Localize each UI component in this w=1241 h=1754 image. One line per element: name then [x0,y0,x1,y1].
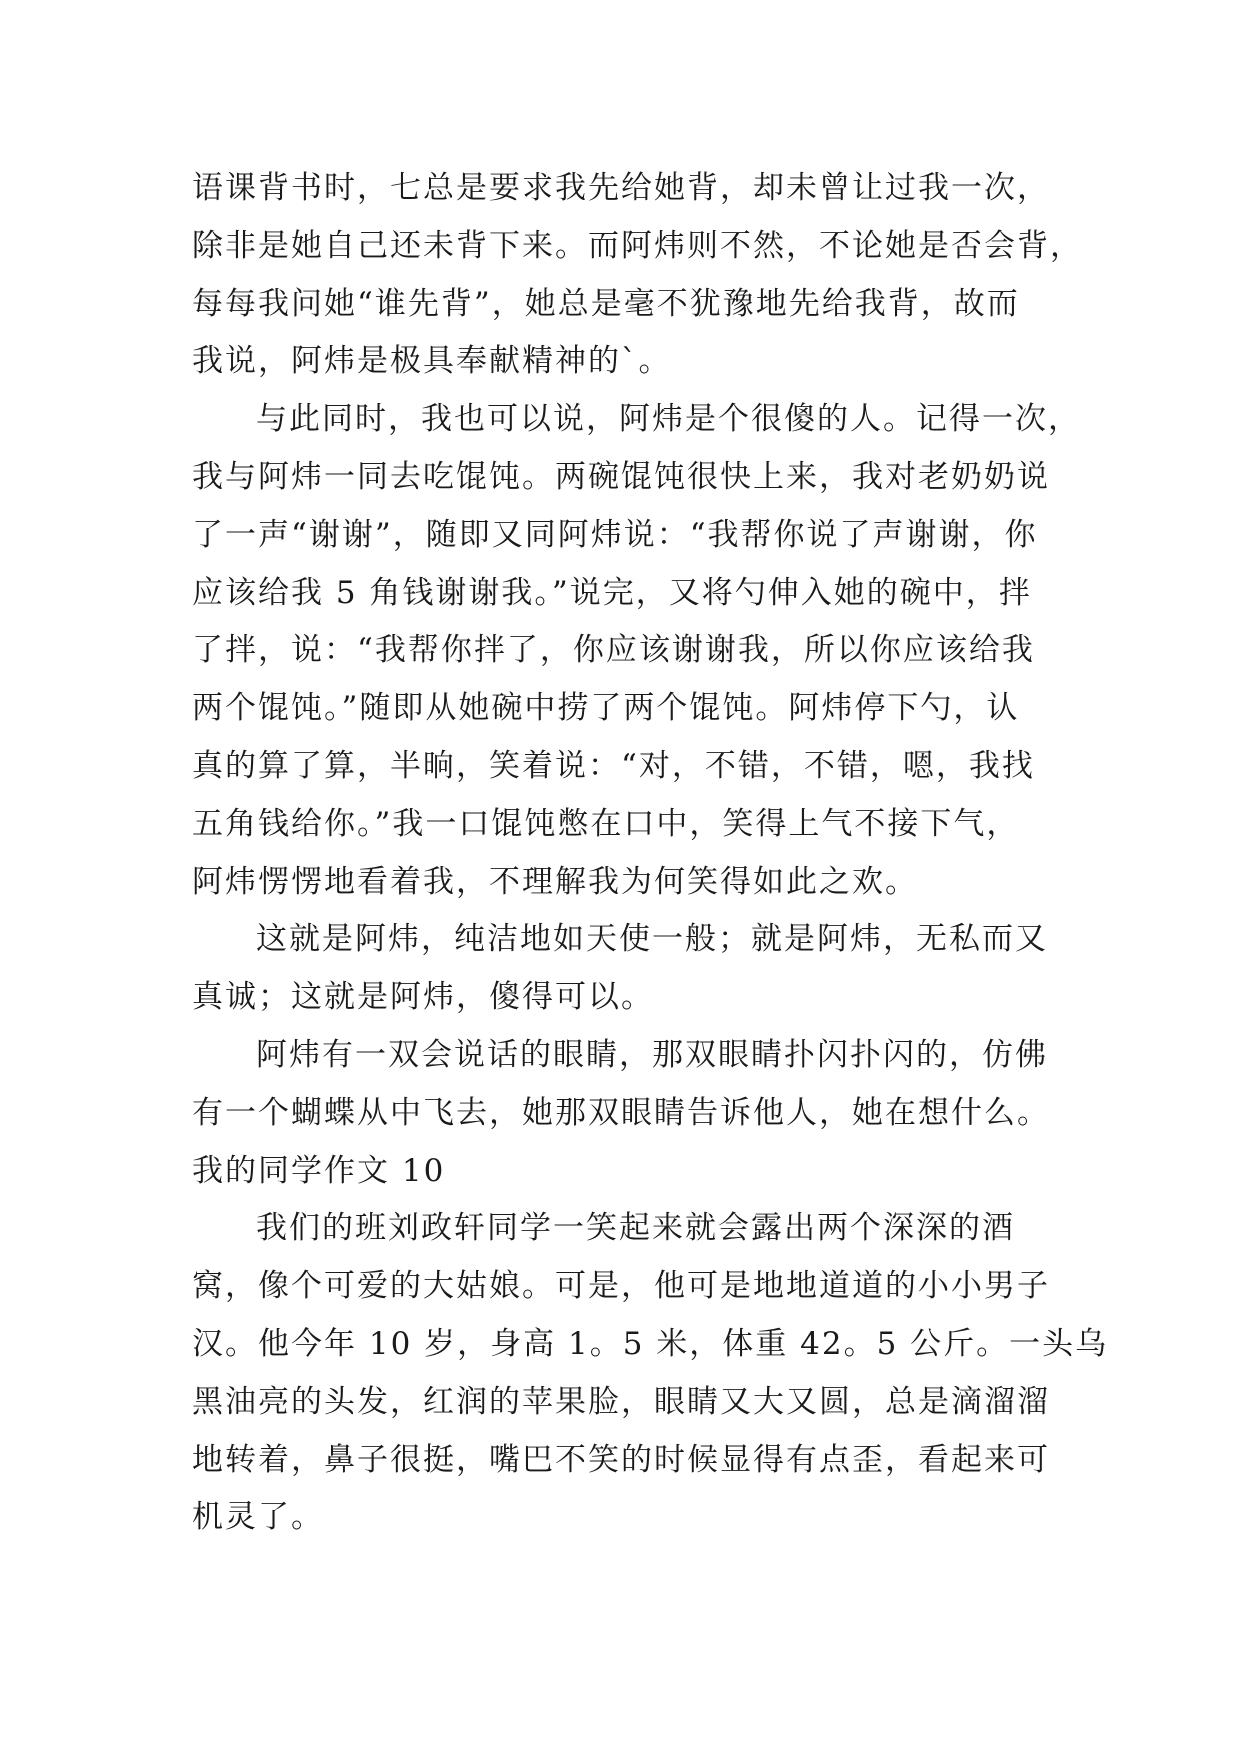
text-line: 两个馄饨。”随即从她碗中捞了两个馄饨。阿炜停下勺，认 [192,690,1020,727]
text-line: 我说，阿炜是极具奉献精神的`。 [192,343,672,380]
text-line: 黑油亮的头发，红润的苹果脸，眼睛又大又圆，总是滴溜溜 [192,1383,1050,1420]
text-line: 了拌，说：“我帮你拌了，你应该谢谢我，所以你应该给我 [192,632,1035,669]
section-title: 我的同学作文 10 [192,1152,446,1189]
text-line: 有一个蝴蝶从中飞去，她那双眼睛告诉他人，她在想什么。 [192,1094,1050,1131]
text-line: 汉。他今年 10 岁，身高 1。5 米，体重 42。5 公斤。一头乌 [192,1325,1109,1362]
text-line: 每每我问她“谁先背”，她总是毫不犹豫地先给我背，故而 [192,285,1020,322]
paragraph-start-line: 这就是阿炜，纯洁地如天使一般；就是阿炜，无私而又 [256,921,1048,958]
text-line: 窝，像个可爱的大姑娘。可是，他可是地地道道的小小男子 [192,1268,1050,1305]
text-line: 五角钱给你。”我一口馄饨憋在口中，笑得上气不接下气， [192,805,1020,842]
paragraph-start-line: 与此同时，我也可以说，阿炜是个很傻的人。记得一次， [256,401,1081,438]
text-line: 了一声“谢谢”，随即又同阿炜说：“我帮你说了声谢谢，你 [192,516,1038,553]
text-line: 我与阿炜一同去吃馄饨。两碗馄饨很快上来，我对老奶奶说 [192,458,1050,495]
paragraph-start-line: 我们的班刘政轩同学一笑起来就会露出两个深深的酒 [256,1210,1015,1247]
text-line: 应该给我 5 角钱谢谢我。”说完，又将勺伸入她的碗中，拌 [192,574,1032,611]
text-line: 语课背书时，七总是要求我先给她背，却未曾让过我一次， [192,170,1050,206]
text-line: 地转着，鼻子很挺，嘴巴不笑的时候显得有点歪，看起来可 [192,1441,1050,1478]
text-line: 除非是她自己还未背下来。而阿炜则不然，不论她是否会背， [192,227,1083,264]
text-line: 真诚；这就是阿炜，傻得可以。 [192,979,654,1016]
text-line: 机灵了。 [192,1499,324,1536]
text-line: 真的算了算，半晌，笑着说：“对，不错，不错，嗯，我找 [192,747,1035,784]
document-body [192,160,1109,1547]
text-line: 阿炜愣愣地看着我，不理解我为何笑得如此之欢。 [192,863,918,900]
paragraph-start-line: 阿炜有一双会说话的眼睛，那双眼睛扑闪扑闪的，仿佛 [256,1036,1048,1073]
